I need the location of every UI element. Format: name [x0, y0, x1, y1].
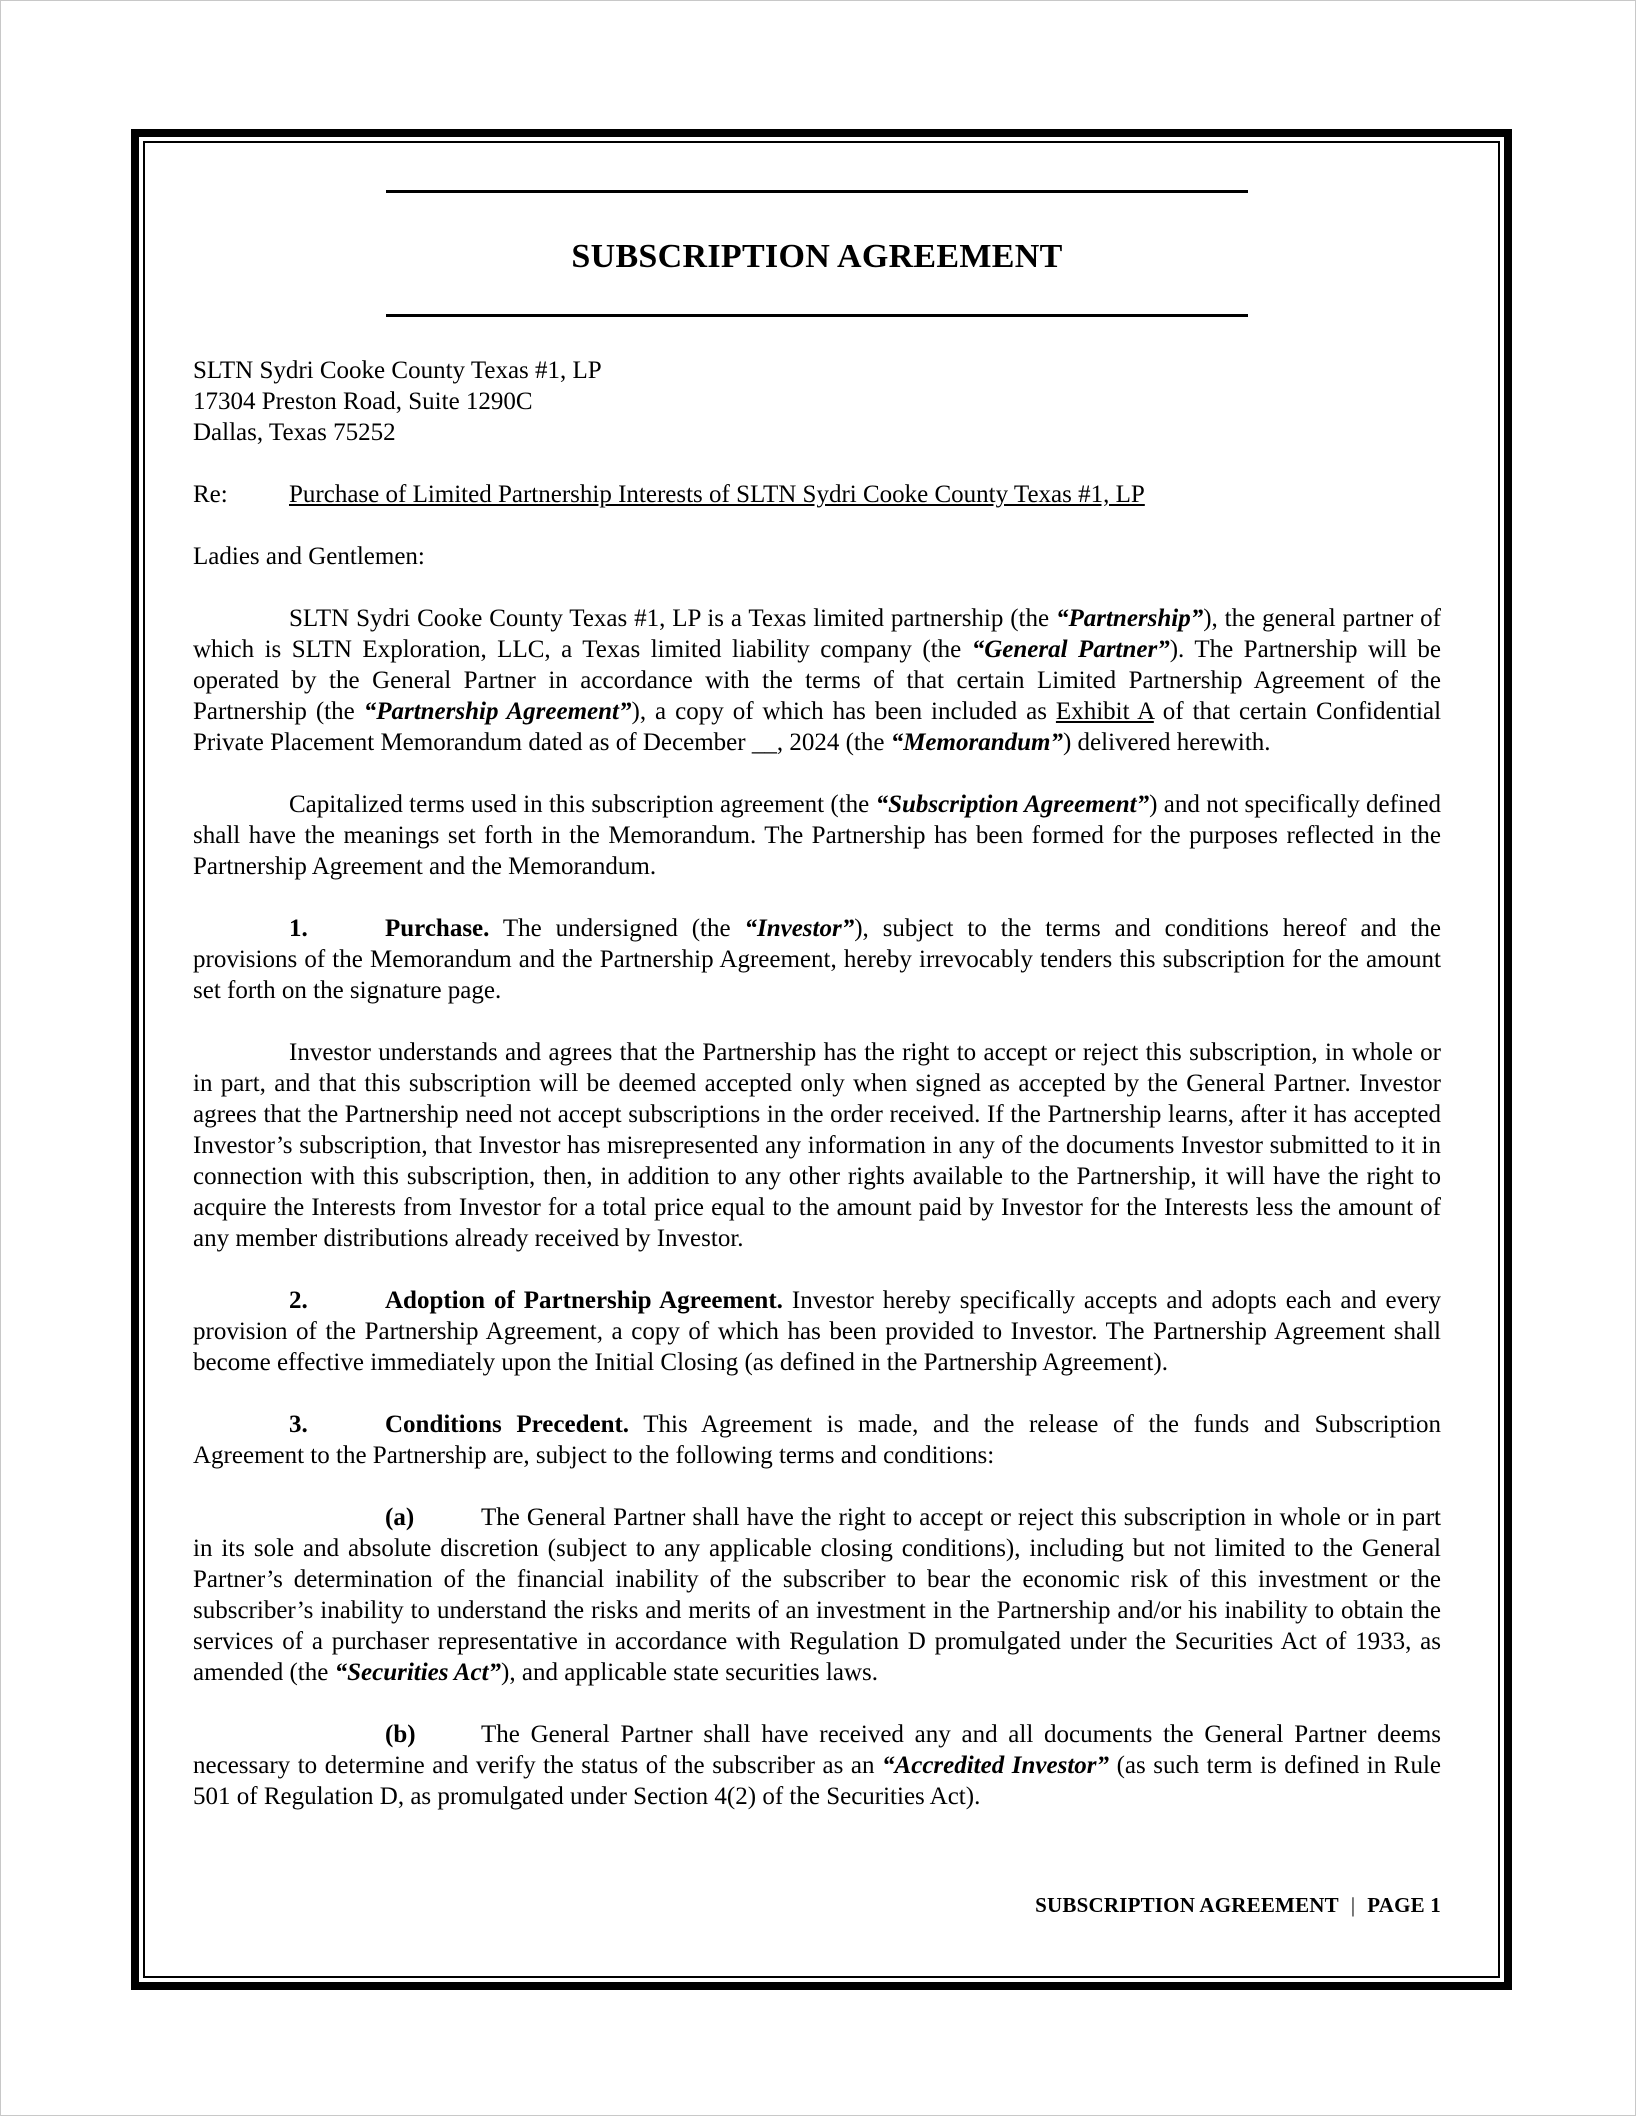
- document-body: [193, 190, 1441, 1812]
- defined-term: “General Partner”: [971, 636, 1170, 663]
- section-heading: Purchase.: [385, 915, 490, 942]
- section-3-paragraph: 3. Conditions Precedent. This Agreement is made, and the release of the funds and Subscription Agreement to the Partnership are, subject to the following terms and conditions:: [193, 1411, 1441, 1469]
- defined-term: “Accredited Investor”: [882, 1752, 1110, 1779]
- subsection-label: (b): [385, 1721, 416, 1748]
- re-label: Re:: [193, 481, 228, 508]
- salutation: Ladies and Gentlemen:: [193, 543, 425, 570]
- capitalized-terms-paragraph: Capitalized terms used in this subscription agreement (the “Subscription Agreement”) and not specifically defined shall have the meanings set forth in the Memorandum. The Partnership has been formed for the purposes reflected in the Partnership Agreement and the Memorandum.: [193, 791, 1441, 880]
- address-line: 17304 Preston Road, Suite 1290C: [193, 388, 533, 415]
- page-footer: [1035, 1893, 1441, 1918]
- section-heading: Adoption of Partnership Agreement.: [385, 1287, 783, 1314]
- section-1-paragraph: 1. Purchase. The undersigned (the “Investor”), subject to the terms and conditions hereof and the provisions of the Memorandum and the Partnership Agreement, hereby irrevocably tenders this subscription for the amount set forth on the signature page.: [193, 915, 1441, 1004]
- defined-term: “Subscription Agreement”: [875, 791, 1150, 818]
- section-heading: Conditions Precedent.: [385, 1411, 630, 1438]
- subsection-label: (a): [385, 1504, 415, 1531]
- address-block: [193, 355, 1441, 448]
- defined-term: “Securities Act”: [334, 1659, 502, 1686]
- section-2-paragraph: 2. Adoption of Partnership Agreement. Investor hereby specifically accepts and adopts each and every provision of the Partnership Agreement, a copy of which has been provided to Investor. The Partnership Agreement shall become effective immediately upon the Initial Closing (as defined in the Partnership Agreement).: [193, 1287, 1442, 1376]
- document-title: SUBSCRIPTION AGREEMENT: [571, 238, 1063, 275]
- section-3b-paragraph: (b) The General Partner shall have received any and all documents the General Partner deems necessary to determine and verify the status of the subscriber as an “Accredited Investor” (as such term is defined in Rule 501 of Regulation D, as promulgated under Section 4(2) of the Securities Act).: [193, 1721, 1441, 1810]
- footer-page-number: PAGE 1: [1367, 1893, 1441, 1917]
- footer-separator: |: [1350, 1893, 1356, 1917]
- defined-term: “Partnership”: [1055, 605, 1204, 632]
- section-number: 2.: [289, 1287, 308, 1314]
- address-line: Dallas, Texas 75252: [193, 419, 396, 446]
- defined-term: “Investor”: [744, 915, 855, 942]
- defined-term: “Partnership Agreement”: [363, 698, 632, 725]
- address-line: SLTN Sydri Cooke County Texas #1, LP: [193, 357, 602, 384]
- title-rule-bottom: [386, 314, 1248, 317]
- section-1-paragraph-2: Investor understands and agrees that the Partnership has the right to accept or reject this subscription, in whole or in part, and that this subscription will be deemed accepted only when signed as accepted by the General Partner. Investor agrees that the Partnership need not accept subscriptions in the order received. If the Partnership learns, after it has accepted Investor’s subscription, that Investor has misrepresented any information in any of the documents Investor submitted to it in connection with this subscription, then, in addition to any other rights available to the Partnership, it will have the right to acquire the Interests from Investor for a total price equal to the amount paid by Investor for the Interests less the amount of any member distributions already received by Investor.: [193, 1039, 1441, 1252]
- re-line: [193, 479, 1441, 510]
- footer-title: SUBSCRIPTION AGREEMENT: [1035, 1893, 1339, 1917]
- defined-term: “Memorandum”: [890, 729, 1063, 756]
- intro-paragraph: SLTN Sydri Cooke County Texas #1, LP is a Texas limited partnership (the “Partnership”), the general partner of which is SLTN Exploration, LLC, a Texas limited liability company (the “General Partner”). The Partnership will be operated by the General Partner in accordance with the terms of that certain Limited Partnership Agreement of the Partnership (the “Partnership Agreement”), a copy of which has been included as Exhibit A of that certain Confidential Private Placement Memorandum dated as of December __, 2024 (the “Memorandum”) delivered herewith.: [193, 605, 1442, 756]
- re-subject: Purchase of Limited Partnership Interests of SLTN Sydri Cooke County Texas #1, LP: [289, 481, 1145, 508]
- section-number: 1.: [289, 915, 308, 942]
- title-rule-top: [386, 190, 1248, 193]
- section-3a-paragraph: (a) The General Partner shall have the right to accept or reject this subscription in whole or in part in its sole and absolute discretion (subject to any applicable closing conditions), including but not limited to the General Partner’s determination of the financial inability of the subscriber to bear the economic risk of this investment or the subscriber’s inability to understand the risks and merits of an investment in the Partnership and/or his inability to obtain the services of a purchaser representative in accordance with Regulation D promulgated under the Securities Act of 1933, as amended (the “Securities Act”), and applicable state securities laws.: [193, 1504, 1441, 1686]
- section-number: 3.: [289, 1411, 308, 1438]
- exhibit-reference: Exhibit A: [1055, 698, 1154, 725]
